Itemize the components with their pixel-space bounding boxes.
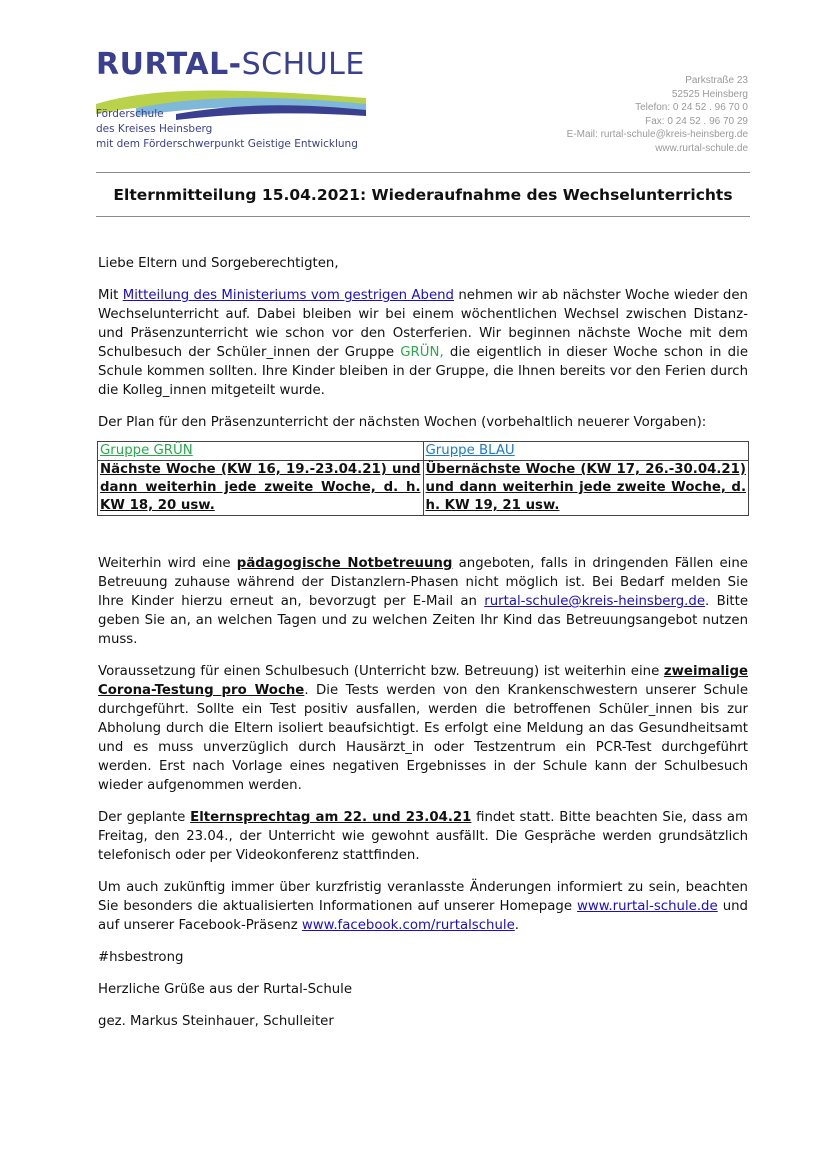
- closing: Herzliche Grüße aus der Rurtal-Schule: [98, 982, 353, 997]
- plan-intro: Der Plan für den Präsenzunterricht der nächsten Wochen (vorbehaltlich neuerer Vorgaben):: [98, 415, 707, 430]
- text-span: die eigentlich in dieser Woche schon in die Schule kommen sollten. Ihre Kinder bleiben in der Gruppe, die Ihnen bereits vor den Ferien durch die Kolleg_innen mitgeteilt wurde.: [98, 345, 748, 398]
- text-span: Mit: [98, 288, 123, 303]
- address-city: 52525 Heinsberg: [671, 88, 748, 100]
- top-divider: [96, 172, 750, 173]
- greeting: Liebe Eltern und Sorgeberechtigten,: [98, 256, 339, 271]
- plan-header-green: [98, 442, 424, 461]
- ministry-link[interactable]: Mitteilung des Ministeriums vom gestrigen Abend: [122, 288, 454, 303]
- testung-emphasis: zweimalige Corona-Testung pro Woche: [98, 664, 748, 698]
- text-span: . Bitte geben Sie an, an welchen Tagen und zu welchen Zeiten Ihr Kind das Betreuungsangebot nutzen muss.: [98, 594, 748, 647]
- address-street: Parkstraße 23: [685, 75, 748, 86]
- paragraph-homepage: [98, 878, 748, 935]
- logo-subtitle-line: des Kreises Heinsberg: [96, 123, 213, 135]
- text-span: nehmen wir ab nächster Woche wieder den Wechselunterricht auf. Dabei bleiben wir bei einem wöchentlichen Wechsel zwischen Distanz- und Präsenzunterricht wie schon vor den Osterferien. Wir beginnen nächste Woche mit dem Schulbesuch der Schüler_innen der Gruppe: [98, 288, 748, 360]
- text-span: Der geplante: [98, 810, 191, 825]
- blue-schedule: Übernächste Woche (KW 17, 26.-30.04.21) und dann weiterhin jede zweite Woche, d. h. KW 19, 21 usw.: [425, 462, 746, 513]
- group-blue-heading: Gruppe BLAU: [425, 443, 515, 458]
- address-block: [567, 74, 748, 155]
- logo-subtitle-line: mit dem Förderschwerpunkt Geistige Entwicklung: [96, 138, 358, 150]
- text-span: angeboten, falls in dringenden Fällen eine Betreuung zuhause während der Distanzlern-Phasen nicht möglich ist. Bei Bedarf melden Sie Ihre Kinder hierzu erneut an, bevorzugt per E-Mail an: [98, 556, 748, 609]
- signature: gez. Markus Steinhauer, Schulleiter: [98, 1014, 334, 1029]
- logo-light-part: SCHULE: [241, 47, 365, 82]
- text-span: findet statt. Bitte beachten Sie, dass am Freitag, den 23.04., der Unterricht wie gewohnt ausfällt. Die Gespräche werden grundsätzlich telefonisch oder per Videokonferenz stattfinden.: [98, 810, 748, 863]
- plan-cell-blue: [423, 461, 749, 516]
- plan-cell-green: [98, 461, 424, 516]
- paragraph-wechselunterricht: [98, 286, 748, 400]
- paragraph-testung: [98, 662, 748, 795]
- facebook-link[interactable]: www.facebook.com/rurtalschule: [301, 918, 515, 933]
- logo-subtitle-line: Förderschule: [96, 108, 164, 120]
- address-fax: Fax: 0 24 52 . 96 70 29: [645, 115, 748, 127]
- group-green-heading: Gruppe GRÜN: [100, 443, 193, 458]
- address-phone: Telefon: 0 24 52 . 96 70 0: [635, 102, 748, 113]
- address-email: E-Mail: rurtal-schule@kreis-heinsberg.de: [566, 129, 748, 140]
- notbetreuung-emphasis: pädagogische Notbetreuung: [236, 556, 453, 571]
- document-title: Elternmitteilung 15.04.2021: Wiederaufnahme des Wechselunterrichts: [113, 186, 733, 204]
- text-span: . Die Tests werden von den Krankenschwestern unserer Schule durchgeführt. Sollte ein Test positiv ausfallen, werden die betroffenen Schüler_innen bis zur Abholung durch die Eltern isoliert beaufsichtigt. Es erfolgt eine Meldung an das Gesundheitsamt und es muss unverzüglich durch Hausärzt_in oder Testzentrum ein PCR-Test durchgeführt werden. Erst nach Vorlage eines negativen Ergebnisses in der Schule kann der Schulbesuch wieder aufgenommen werden.: [98, 683, 748, 793]
- paragraph-elternsprechtag: [98, 808, 748, 865]
- plan-header-blue: [423, 442, 749, 461]
- group-green-label: GRÜN,: [400, 345, 444, 360]
- school-logo-wordmark: [96, 48, 365, 82]
- logo-subtitle: [96, 107, 358, 152]
- elternsprechtag-emphasis: Elternsprechtag am 22. und 23.04.21: [190, 810, 472, 825]
- title-divider: [96, 216, 750, 217]
- hashtag: #hsbestrong: [98, 950, 184, 965]
- text-span: und auf unserer Facebook-Präsenz: [98, 899, 748, 933]
- paragraph-notbetreuung: [98, 554, 748, 649]
- address-website: www.rurtal-schule.de: [655, 142, 748, 154]
- logo-bold-part: RURTAL-: [96, 47, 242, 82]
- text-span: Um auch zukünftig immer über kurzfristig veranlasste Änderungen informiert zu sein, beachten Sie besonders die aktualisierten Informationen auf unserer Homepage: [98, 880, 748, 914]
- text-span: Voraussetzung für einen Schulbesuch (Unterricht bzw. Betreuung) ist weiterhin eine: [98, 664, 664, 679]
- green-schedule: Nächste Woche (KW 16, 19.-23.04.21) und dann weiterhin jede zweite Woche, d. h. KW 18, 20 usw.: [100, 462, 421, 513]
- letter-body: [98, 254, 748, 1044]
- text-span: Weiterhin wird eine: [98, 556, 237, 571]
- plan-table: [97, 441, 749, 516]
- homepage-link[interactable]: www.rurtal-schule.de: [577, 899, 718, 914]
- email-link[interactable]: rurtal-schule@kreis-heinsberg.de: [484, 594, 706, 609]
- text-span: .: [514, 918, 520, 933]
